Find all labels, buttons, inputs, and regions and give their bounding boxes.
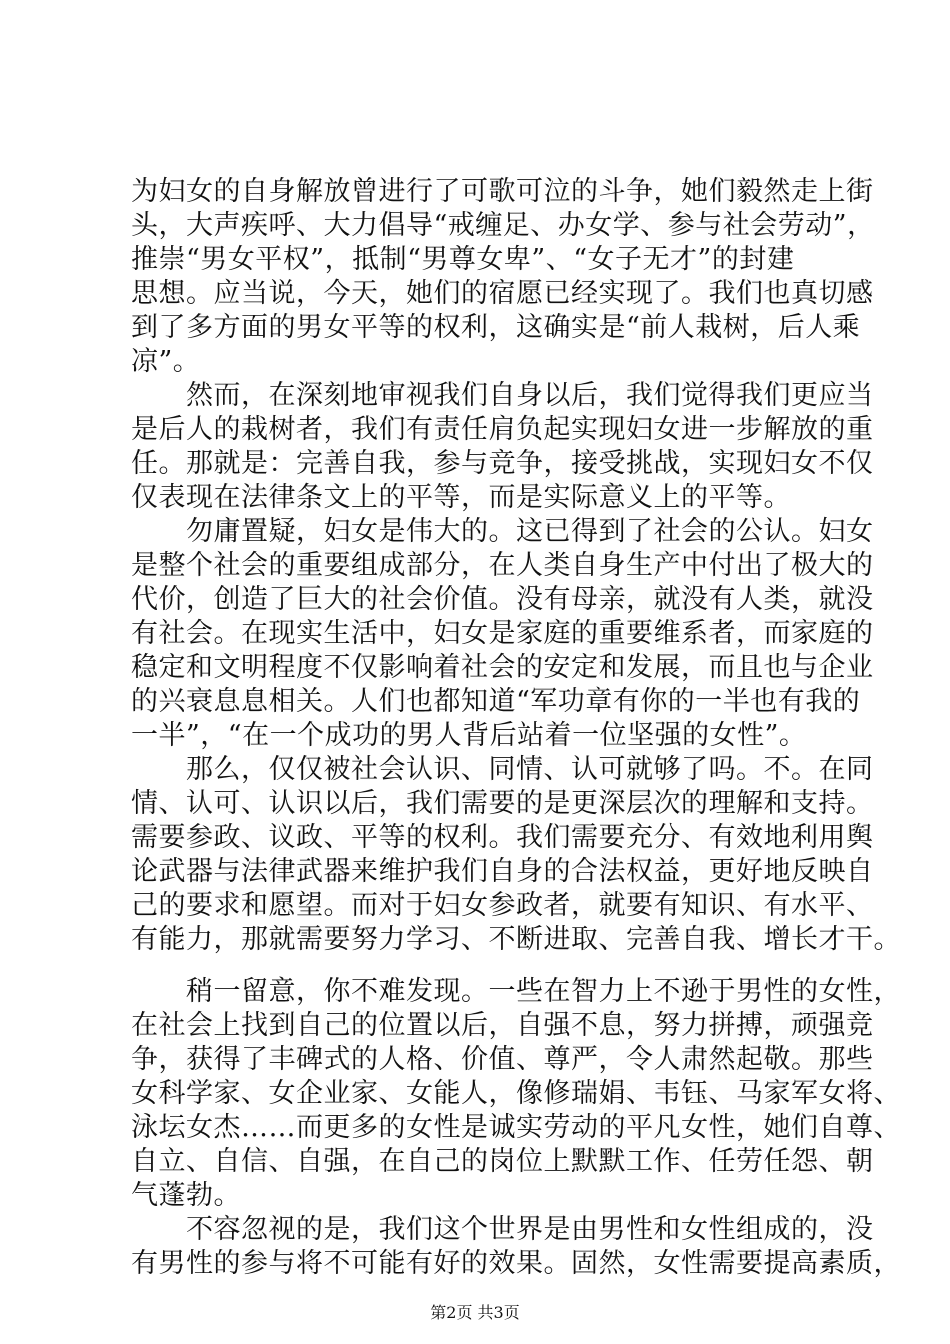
text-line: 在社会上找到自己的位置以后，自强不息，努力拼搏，顽强竞: [131, 1010, 874, 1041]
text-line: 气蓬勃。: [131, 1180, 241, 1211]
text-line: 一半”，“在一个成功的男人背后站着一位坚强的女性”。: [131, 720, 807, 751]
text-line: 仅表现在法律条文上的平等，而是实际意义上的平等。: [131, 482, 791, 513]
text-line: 有男性的参与将不可能有好的效果。固然，女性需要提高素质，: [131, 1248, 901, 1279]
text-line: 自立、自信、自强，在自己的岗位上默默工作、任劳任怨、朝: [131, 1146, 874, 1177]
text-line: 那么，仅仅被社会认识、同情、认可就够了吗。不。在同: [131, 754, 874, 785]
text-line: 然而，在深刻地审视我们自身以后，我们觉得我们更应当: [131, 380, 874, 411]
text-line: 到了多方面的男女平等的权利，这确实是“前人栽树，后人乘: [131, 312, 861, 343]
text-line: 推崇“男女平权”，抵制“男尊女卑”、“女子无才”的封建: [131, 244, 795, 275]
text-line: 勿庸置疑，妇女是伟大的。这已得到了社会的公认。妇女: [131, 516, 874, 547]
text-line: 为妇女的自身解放曾进行了可歌可泣的斗争，她们毅然走上街: [131, 176, 874, 207]
text-line: 不容忽视的是，我们这个世界是由男性和女性组成的，没: [131, 1214, 874, 1245]
text-line: 稍一留意，你不难发现。一些在智力上不逊于男性的女性，: [131, 976, 901, 1007]
text-line: 的兴衰息息相关。人们也都知道“军功章有你的一半也有我的: [131, 686, 861, 717]
text-line: 任。那就是：完善自我，参与竞争，接受挑战，实现妇女不仅: [131, 448, 874, 479]
text-line: 是后人的栽树者，我们有责任肩负起实现妇女进一步解放的重: [131, 414, 874, 445]
text-line: 己的要求和愿望。而对于妇女参政者，就要有知识、有水平、: [131, 890, 874, 921]
text-line: 女科学家、女企业家、女能人，像修瑞娟、韦钰、马家军女将、: [131, 1078, 901, 1109]
text-line: 凉”。: [131, 346, 201, 377]
text-line: 有社会。在现实生活中，妇女是家庭的重要维系者，而家庭的: [131, 618, 874, 649]
text-line: 论武器与法律武器来维护我们自身的合法权益，更好地反映自: [131, 856, 874, 887]
text-line: 思想。应当说，今天，她们的宿愿已经实现了。我们也真切感: [131, 278, 874, 309]
text-line: 争，获得了丰碑式的人格、价值、尊严，令人肃然起敬。那些: [131, 1044, 874, 1075]
text-line: 稳定和文明程度不仅影响着社会的安定和发展，而且也与企业: [131, 652, 874, 683]
text-line: 情、认可、认识以后，我们需要的是更深层次的理解和支持。: [131, 788, 874, 819]
text-line: 需要参政、议政、平等的权利。我们需要充分、有效地利用舆: [131, 822, 874, 853]
text-line: 头，大声疾呼、大力倡导“戒缠足、办女学、参与社会劳动”，: [131, 210, 875, 241]
text-line: 是整个社会的重要组成部分，在人类自身生产中付出了极大的: [131, 550, 874, 581]
text-line: 代价，创造了巨大的社会价值。没有母亲，就没有人类，就没: [131, 584, 874, 615]
text-line: 有能力，那就需要努力学习、不断进取、完善自我、增长才干。: [131, 924, 901, 955]
text-line: 泳坛女杰……而更多的女性是诚实劳动的平凡女性，她们自尊、: [131, 1112, 901, 1143]
page-footer: 第2页 共3页: [430, 1303, 520, 1322]
